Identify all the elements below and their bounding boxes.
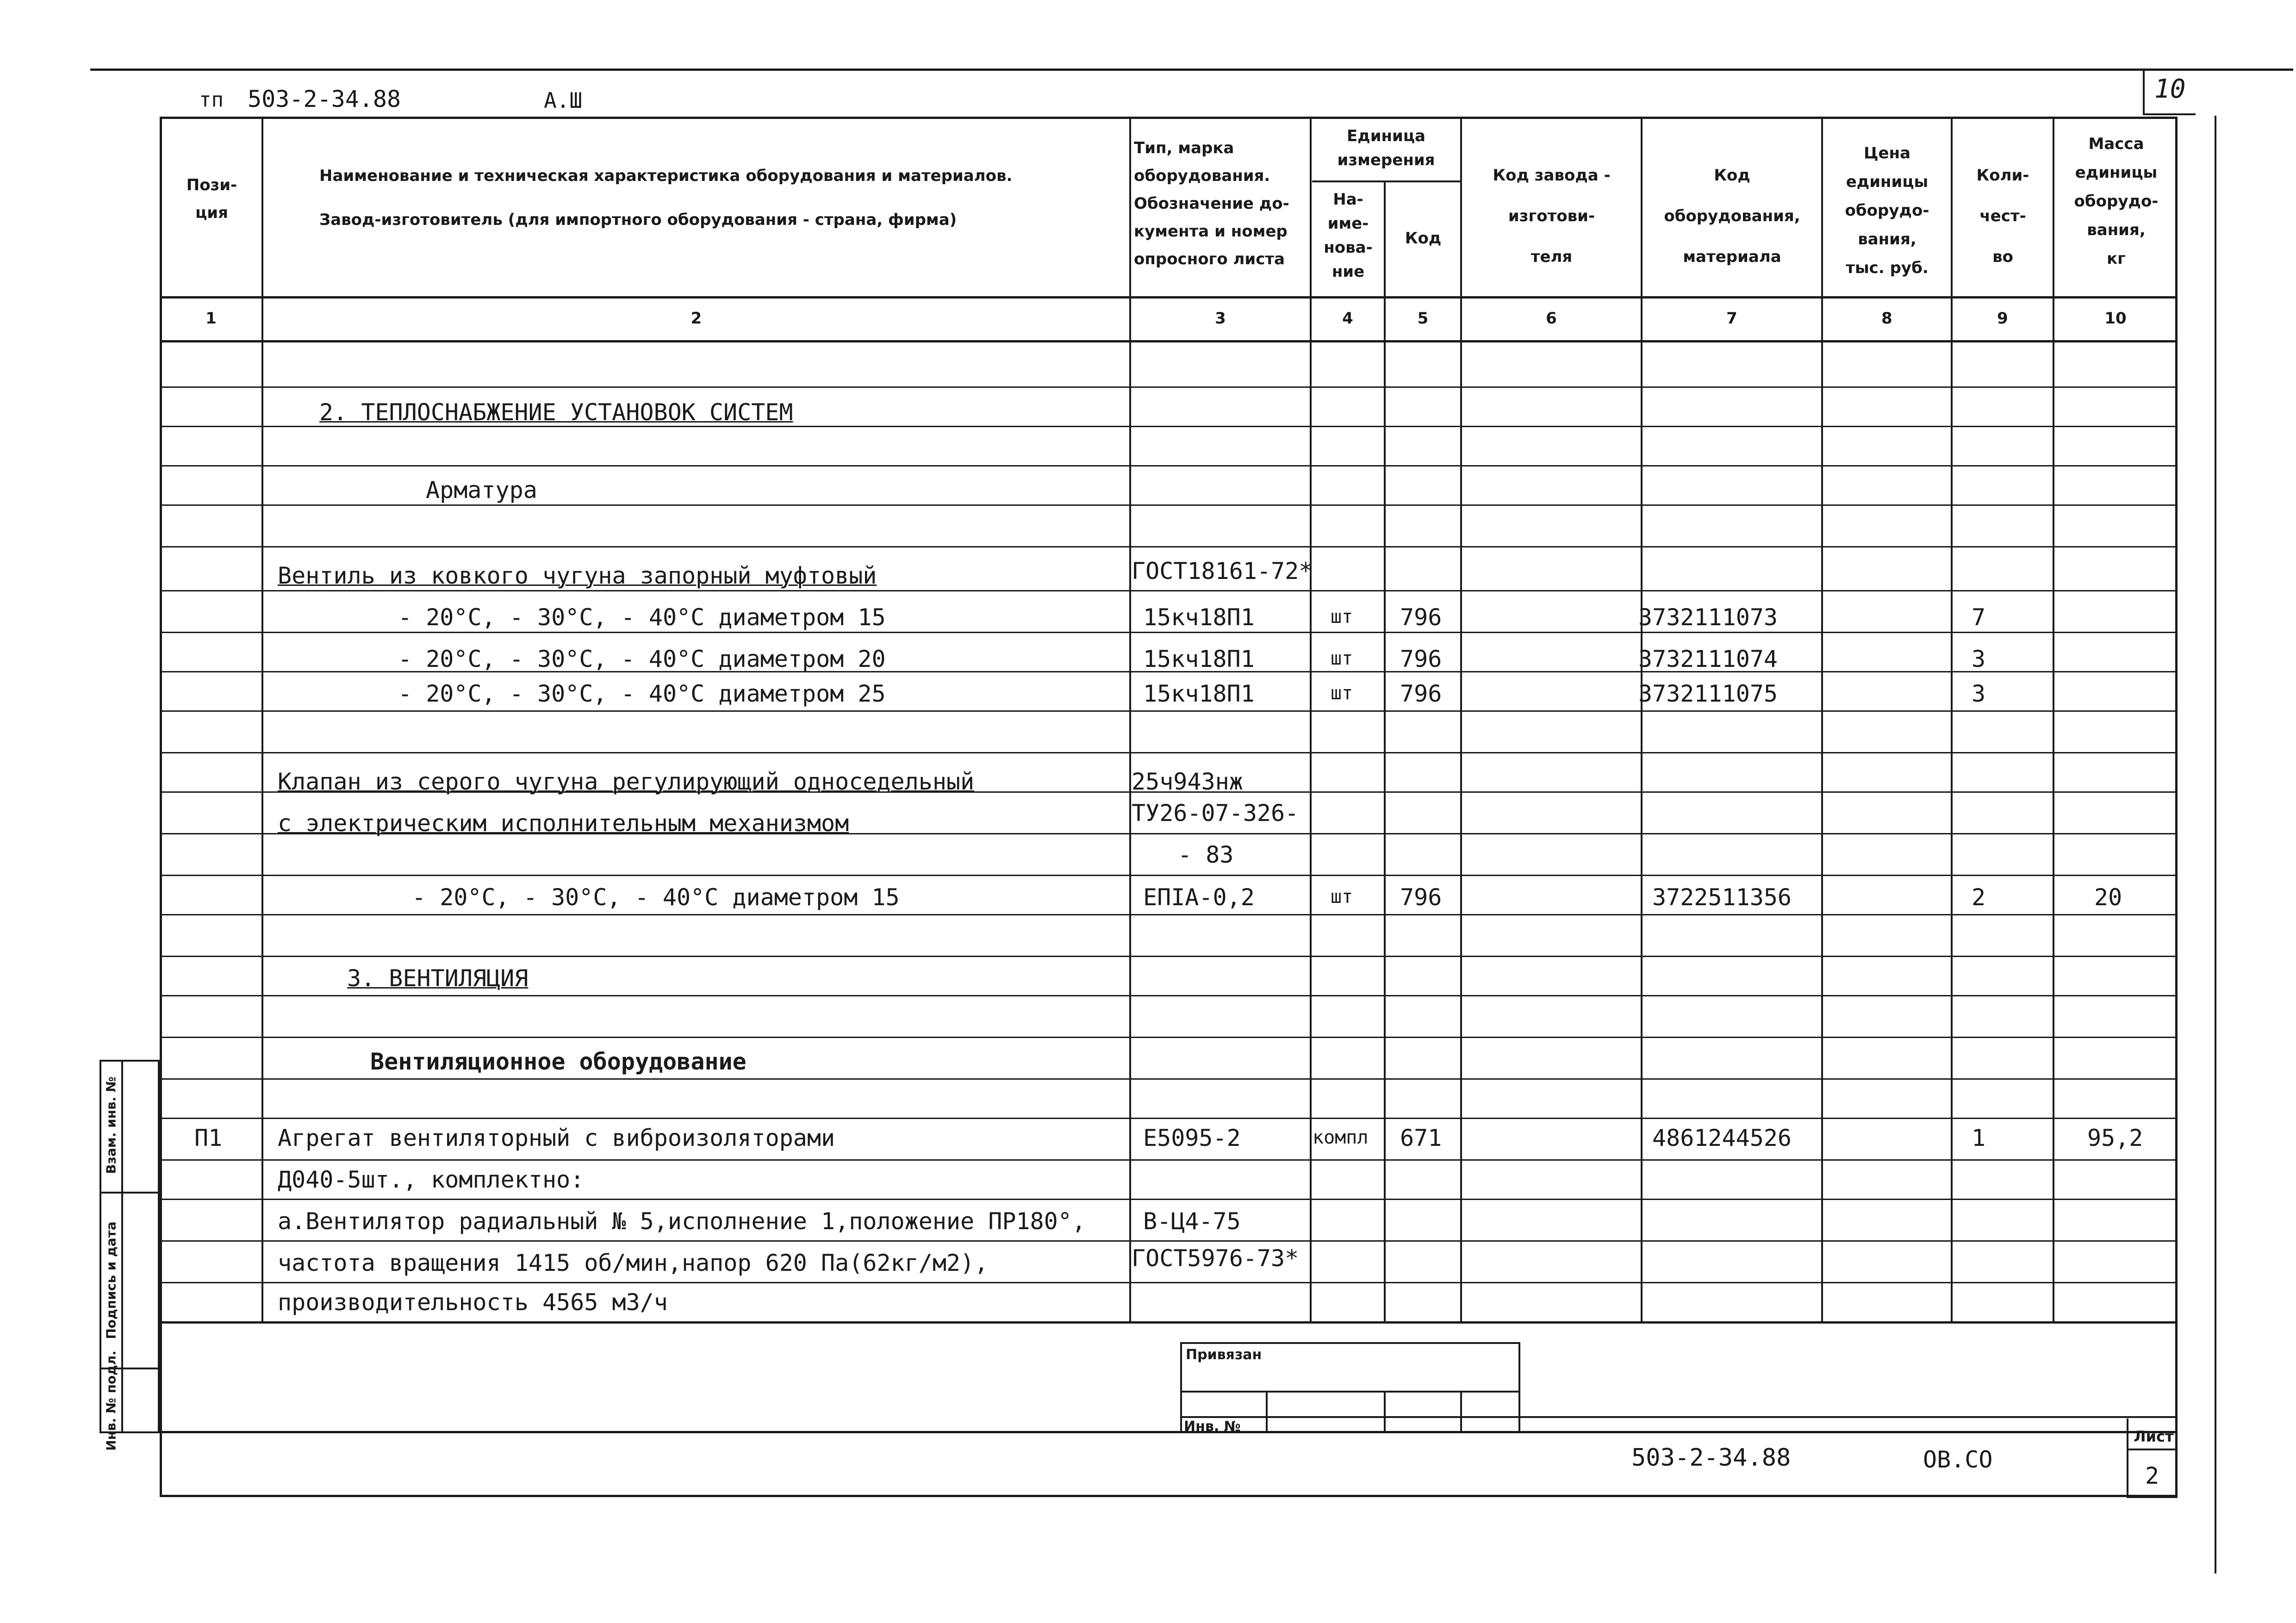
colnum-2: 2 — [691, 309, 702, 328]
row-regulator-name-2: с электрическим исполнительным механизмом — [278, 810, 849, 837]
row-regulator-d15-name: - 20°С, - 30°С, - 40°С диаметром 15 — [412, 884, 900, 911]
row-regulator-d15-qty: 2 — [1972, 884, 1986, 911]
row-fan-name-2: частота вращения 1415 об/мин,напор 620 Па(62кг/м2), — [278, 1250, 989, 1276]
row-fan-type: В-Ц4-75 — [1143, 1208, 1241, 1235]
colnum-10: 10 — [2104, 309, 2127, 328]
row-regulator-type-3: - 83 — [1178, 841, 1234, 868]
row-unit-type: Е5095-2 — [1143, 1125, 1241, 1151]
row-unit-name-2: Д040-5шт., комплектно: — [278, 1166, 585, 1193]
header-unit-code: Код — [1405, 229, 1442, 248]
row-valve-d25-unit-code: 796 — [1400, 680, 1442, 707]
side-label-inv-original: Инв. № подл. — [103, 1350, 119, 1451]
row-unit-unit-code: 671 — [1400, 1125, 1442, 1151]
row-regulator-d15-unit-code: 796 — [1400, 884, 1442, 911]
header-quantity: Коли- чест- во — [1976, 166, 2029, 266]
row-valve-d25-type: 15кч18П1 — [1143, 680, 1255, 707]
inv-label: Инв. № — [1184, 1418, 1241, 1435]
colnum-4: 4 — [1342, 309, 1353, 328]
stamp-mark: ОВ.СО — [1923, 1446, 1993, 1473]
row-unit-name: Агрегат вентиляторный с виброизоляторами — [278, 1125, 835, 1151]
colnum-9: 9 — [1997, 309, 2008, 328]
header-unit: Единица измерения — [1337, 127, 1435, 169]
row-valve-d25-qty: 3 — [1972, 680, 1986, 707]
colnum-3: 3 — [1215, 309, 1226, 328]
sheet-number: 2 — [2145, 1462, 2159, 1489]
row-regulator-d15-mass: 20 — [2094, 884, 2122, 911]
sheet-label: Лист — [2134, 1428, 2174, 1445]
row-valve-d15-unit: шт — [1331, 606, 1353, 628]
subsection-vent-equipment: Вентиляционное оборудование — [370, 1048, 747, 1075]
row-regulator-d15-unit: шт — [1331, 886, 1353, 908]
side-label-signature-date: Подпись и дата — [103, 1221, 119, 1339]
header-equipment-code: Код оборудования, материала — [1664, 166, 1800, 266]
row-valve-d15-qty: 7 — [1972, 604, 1986, 631]
row-unit-pos: П1 — [194, 1125, 223, 1151]
header-factory-code: Код завода - изготови- теля — [1493, 166, 1611, 266]
colnum-5: 5 — [1417, 309, 1429, 328]
row-valve-d20-type: 15кч18П1 — [1143, 646, 1255, 672]
row-unit-code: 4861244526 — [1652, 1125, 1792, 1151]
header-unit-name: На- име- нова- ние — [1324, 190, 1373, 281]
doc-tp-number: 503-2-34.88 — [248, 86, 401, 112]
stamp-code: 503-2-34.88 — [1631, 1444, 1791, 1472]
colnum-1: 1 — [205, 309, 217, 328]
subsection-fittings: Арматура — [426, 477, 537, 504]
colnum-6: 6 — [1546, 309, 1557, 328]
row-fan-name: а.Вентилятор радиальный № 5,исполнение 1,положение ПР180°, — [278, 1208, 1086, 1235]
header-mass: Масса единицы оборудо- вания, кг — [2074, 135, 2159, 268]
section-heat-supply: 2. ТЕПЛОСНАБЖЕНИЕ УСТАНОВОК СИСТЕМ — [319, 399, 793, 426]
colnum-8: 8 — [1881, 309, 1892, 328]
row-valve-d15-type: 15кч18П1 — [1143, 604, 1255, 631]
header-name-line1: Наименование и техническая характеристика оборудования и материалов. — [319, 167, 1013, 185]
row-valve-d15-name: - 20°С, - 30°С, - 40°С диаметром 15 — [398, 604, 886, 631]
row-valve-d15-code: 3732111073 — [1638, 604, 1778, 631]
header-position: Пози- ция — [186, 176, 237, 222]
row-fan-name-3: производительность 4565 м3/ч — [278, 1289, 668, 1316]
header-type: Тип, марка оборудования. Обозначение до- кумента и номер опросного листа — [1134, 139, 1289, 268]
header-name-line2: Завод-изготовитель (для импортного оборудования - страна, фирма) — [319, 211, 957, 229]
row-valve-d15-unit-code: 796 — [1400, 604, 1442, 631]
row-unit-mass: 95,2 — [2087, 1125, 2143, 1151]
page-corner-number: 10 — [2154, 74, 2186, 104]
row-unit-unit: компл — [1313, 1127, 1369, 1148]
row-unit-qty: 1 — [1972, 1125, 1986, 1151]
row-valve-type: ГОСТ18161-72* — [1132, 558, 1313, 585]
row-fan-type-2: ГОСТ5976-73* — [1132, 1245, 1299, 1272]
row-valve-d20-qty: 3 — [1972, 646, 1986, 672]
row-regulator-d15-type: ЕПІА-0,2 — [1143, 884, 1255, 911]
side-label-replaced-inv: Взам. инв. № — [103, 1076, 119, 1174]
row-valve-d25-unit: шт — [1331, 683, 1353, 704]
doc-album: А.Ш — [544, 88, 583, 113]
attached-label: Привязан — [1186, 1347, 1262, 1363]
colnum-7: 7 — [1726, 309, 1737, 328]
row-regulator-type-2: ТУ26-07-326- — [1132, 800, 1299, 827]
row-valve-d25-name: - 20°С, - 30°С, - 40°С диаметром 25 — [398, 680, 886, 707]
section-ventilation: 3. ВЕНТИЛЯЦИЯ — [347, 965, 529, 992]
row-valve-d20-name: - 20°С, - 30°С, - 40°С диаметром 20 — [398, 646, 886, 672]
row-valve-d25-code: 3732111075 — [1638, 680, 1778, 707]
row-valve-name: Вентиль из ковкого чугуна запорный муфтовый — [278, 562, 877, 589]
row-valve-d20-unit: шт — [1331, 648, 1353, 669]
row-regulator-d15-code: 3722511356 — [1652, 884, 1792, 911]
doc-tp-label: тп — [199, 88, 224, 112]
row-valve-d20-unit-code: 796 — [1400, 646, 1442, 672]
row-regulator-name: Клапан из серого чугуна регулирующий односедельный — [278, 768, 975, 795]
row-valve-d20-code: 3732111074 — [1638, 646, 1778, 672]
header-price: Цена единицы оборудо- вания, тыс. руб. — [1845, 144, 1929, 277]
row-regulator-type: 25ч943нж — [1132, 768, 1243, 795]
